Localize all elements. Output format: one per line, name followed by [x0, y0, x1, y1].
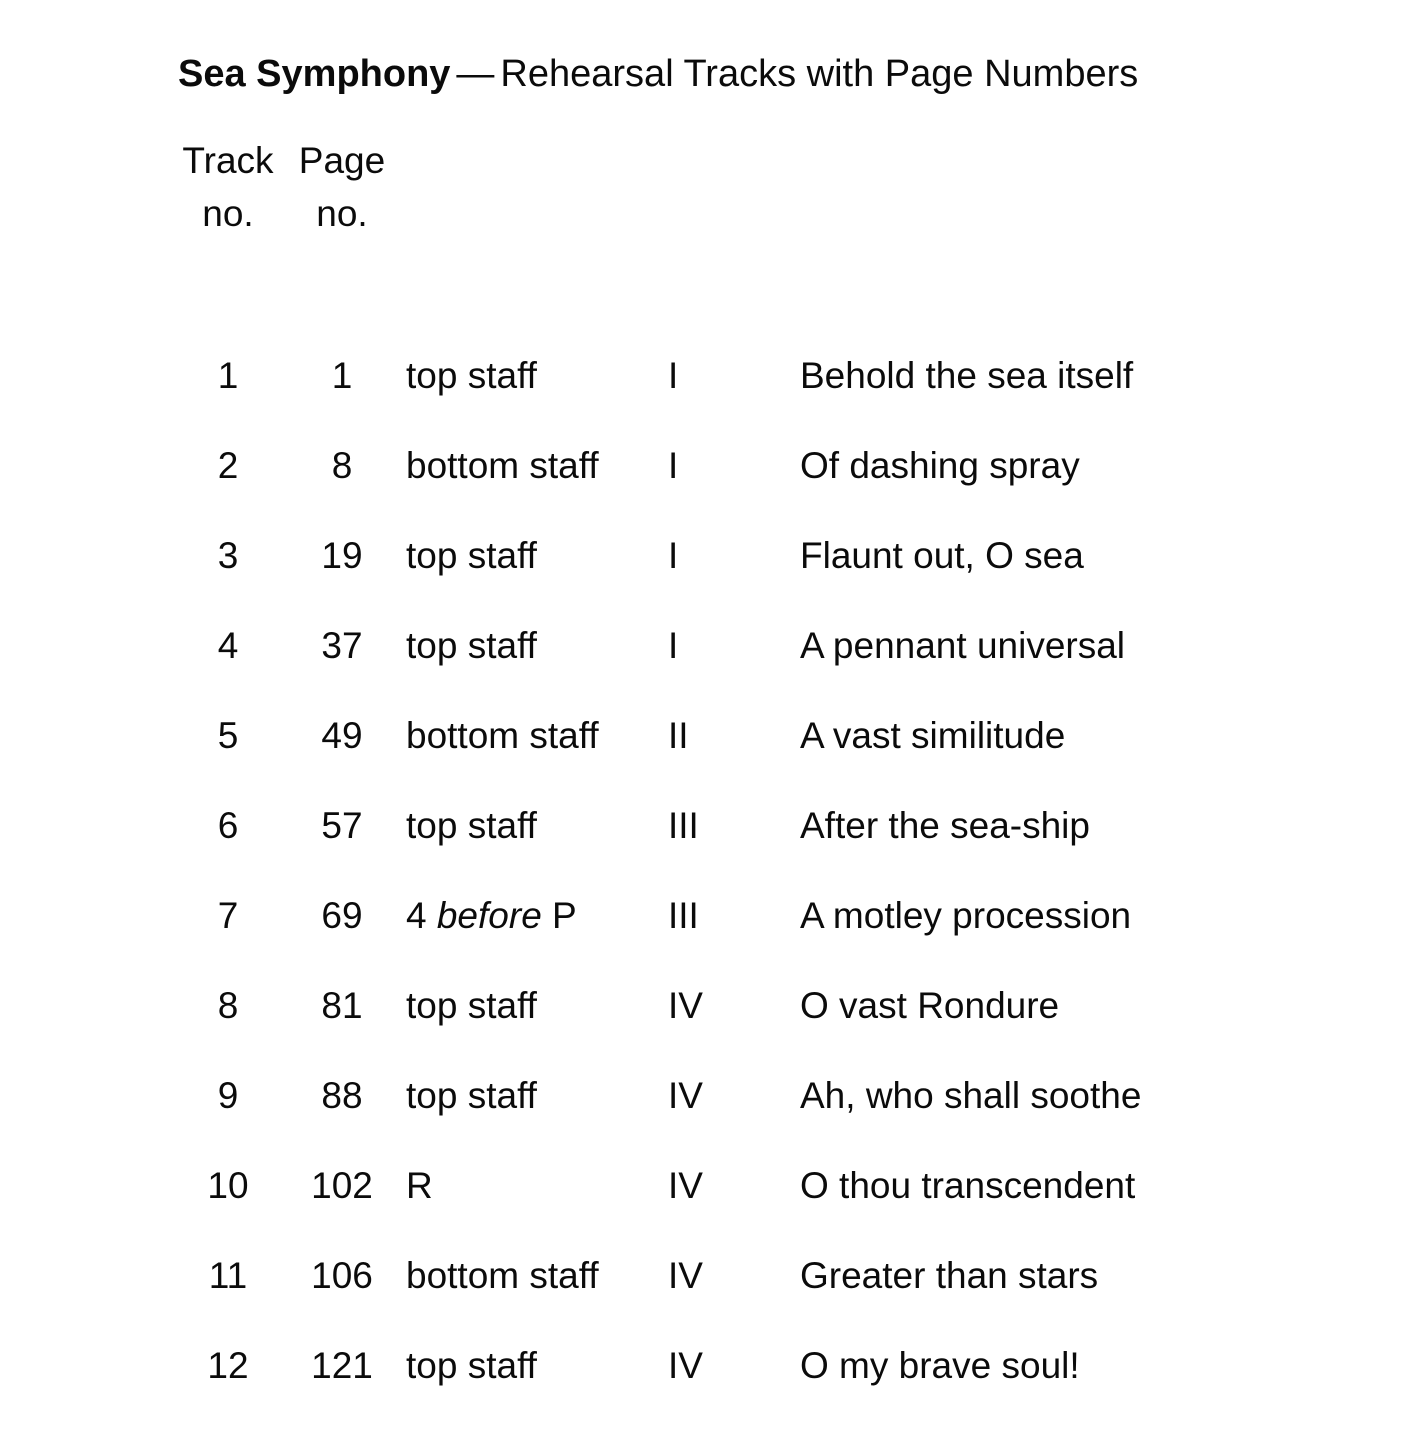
- cell-incipit-text: After the sea-ship: [800, 804, 1090, 846]
- cell-location: top staff: [406, 1344, 537, 1386]
- cell-location: top staff: [406, 534, 537, 576]
- cell-location: [406, 871, 668, 961]
- page-title: [178, 52, 1406, 98]
- table-row: [178, 511, 1141, 601]
- table-header-row-1: [178, 134, 1141, 188]
- location-prefix: 4: [406, 894, 437, 936]
- cell-incipit-text: A motley procession: [800, 894, 1132, 936]
- cell-track-no: 8: [217, 984, 239, 1026]
- table-row: [178, 1321, 1141, 1411]
- cell-movement: I: [668, 534, 679, 576]
- cell-incipit-text: Of dashing spray: [800, 444, 1080, 486]
- cell-track-no: 11: [208, 1254, 248, 1296]
- cell-page-no: 49: [321, 714, 363, 756]
- table-row: [178, 1231, 1141, 1321]
- table-row: [178, 961, 1141, 1051]
- cell-location: top staff: [406, 804, 537, 846]
- rehearsal-tracks-table: [178, 134, 1141, 1411]
- cell-page-no: 121: [311, 1344, 373, 1386]
- cell-movement: I: [668, 354, 679, 396]
- cell-page-no: 106: [311, 1254, 373, 1296]
- cell-incipit-text: Ah, who shall soothe: [800, 1074, 1142, 1116]
- cell-location: bottom staff: [406, 444, 599, 486]
- cell-location: bottom staff: [406, 1254, 599, 1296]
- cell-page-no: 19: [321, 534, 363, 576]
- cell-movement: III: [668, 894, 699, 936]
- cell-track-no: 3: [217, 534, 239, 576]
- header-location-blank: [406, 134, 668, 188]
- cell-movement: II: [668, 714, 689, 756]
- cell-location: top staff: [406, 984, 537, 1026]
- header-text-blank: [800, 134, 1141, 188]
- cell-incipit-text: Behold the sea itself: [800, 354, 1134, 396]
- work-title: Sea Symphony: [178, 53, 451, 95]
- cell-location: top staff: [406, 354, 537, 396]
- cell-incipit-text: A pennant universal: [800, 624, 1126, 666]
- cell-incipit-text: A vast similitude: [800, 714, 1066, 756]
- title-dash: —: [456, 53, 495, 95]
- cell-incipit-text: O my brave soul!: [800, 1344, 1080, 1386]
- cell-track-no: 6: [217, 804, 239, 846]
- cell-incipit-text: O vast Rondure: [800, 984, 1060, 1026]
- table-row: [178, 1051, 1141, 1141]
- cell-movement: IV: [668, 984, 703, 1026]
- cell-page-no: 1: [331, 354, 353, 396]
- header-track-no-line2: no.: [202, 193, 254, 235]
- cell-track-no: 2: [217, 444, 239, 486]
- cell-track-no: 5: [217, 714, 239, 756]
- cell-track-no: 4: [217, 624, 239, 666]
- cell-movement: IV: [668, 1254, 703, 1296]
- cell-location: top staff: [406, 1074, 537, 1116]
- location-emphasis: before: [436, 894, 542, 936]
- cell-movement: IV: [668, 1344, 703, 1386]
- cell-track-no: 10: [207, 1164, 249, 1206]
- header-spacer: [178, 241, 1141, 331]
- cell-track-no: 7: [217, 894, 239, 936]
- cell-movement: III: [668, 804, 699, 846]
- cell-movement: IV: [668, 1164, 703, 1206]
- cell-movement: I: [668, 444, 679, 486]
- cell-page-no: 102: [311, 1164, 373, 1206]
- table-row: [178, 331, 1141, 421]
- location-suffix: P: [541, 894, 577, 936]
- cell-page-no: 57: [321, 804, 363, 846]
- cell-page-no: 37: [321, 624, 363, 666]
- cell-page-no: 88: [321, 1074, 363, 1116]
- header-movement-blank: [668, 134, 800, 188]
- cell-location: bottom staff: [406, 714, 599, 756]
- table-body: [178, 331, 1141, 1411]
- cell-location: R: [406, 1164, 433, 1206]
- table-header: [178, 134, 1141, 331]
- table-row: [178, 1141, 1141, 1231]
- table-row: [178, 691, 1141, 781]
- header-page-no-line2: no.: [316, 193, 368, 235]
- cell-movement: IV: [668, 1074, 703, 1116]
- table-row: [178, 601, 1141, 691]
- cell-track-no: 1: [217, 354, 239, 396]
- cell-incipit-text: O thou transcendent: [800, 1164, 1136, 1206]
- cell-incipit-text: Greater than stars: [800, 1254, 1099, 1296]
- cell-track-no: 9: [217, 1074, 239, 1116]
- title-subtitle: Rehearsal Tracks with Page Numbers: [500, 53, 1139, 95]
- cell-location: top staff: [406, 624, 537, 666]
- cell-page-no: 8: [331, 444, 353, 486]
- table-header-row-2: [178, 187, 1141, 241]
- cell-page-no: 81: [321, 984, 363, 1026]
- cell-incipit-text: Flaunt out, O sea: [800, 534, 1084, 576]
- cell-track-no: 12: [207, 1344, 249, 1386]
- cell-movement: I: [668, 624, 679, 666]
- cell-page-no: 69: [321, 894, 363, 936]
- header-track-no-line1: Track: [182, 139, 274, 181]
- table-row: [178, 871, 1141, 961]
- table-row: [178, 421, 1141, 511]
- table-row: [178, 781, 1141, 871]
- header-page-no-line1: Page: [298, 139, 386, 181]
